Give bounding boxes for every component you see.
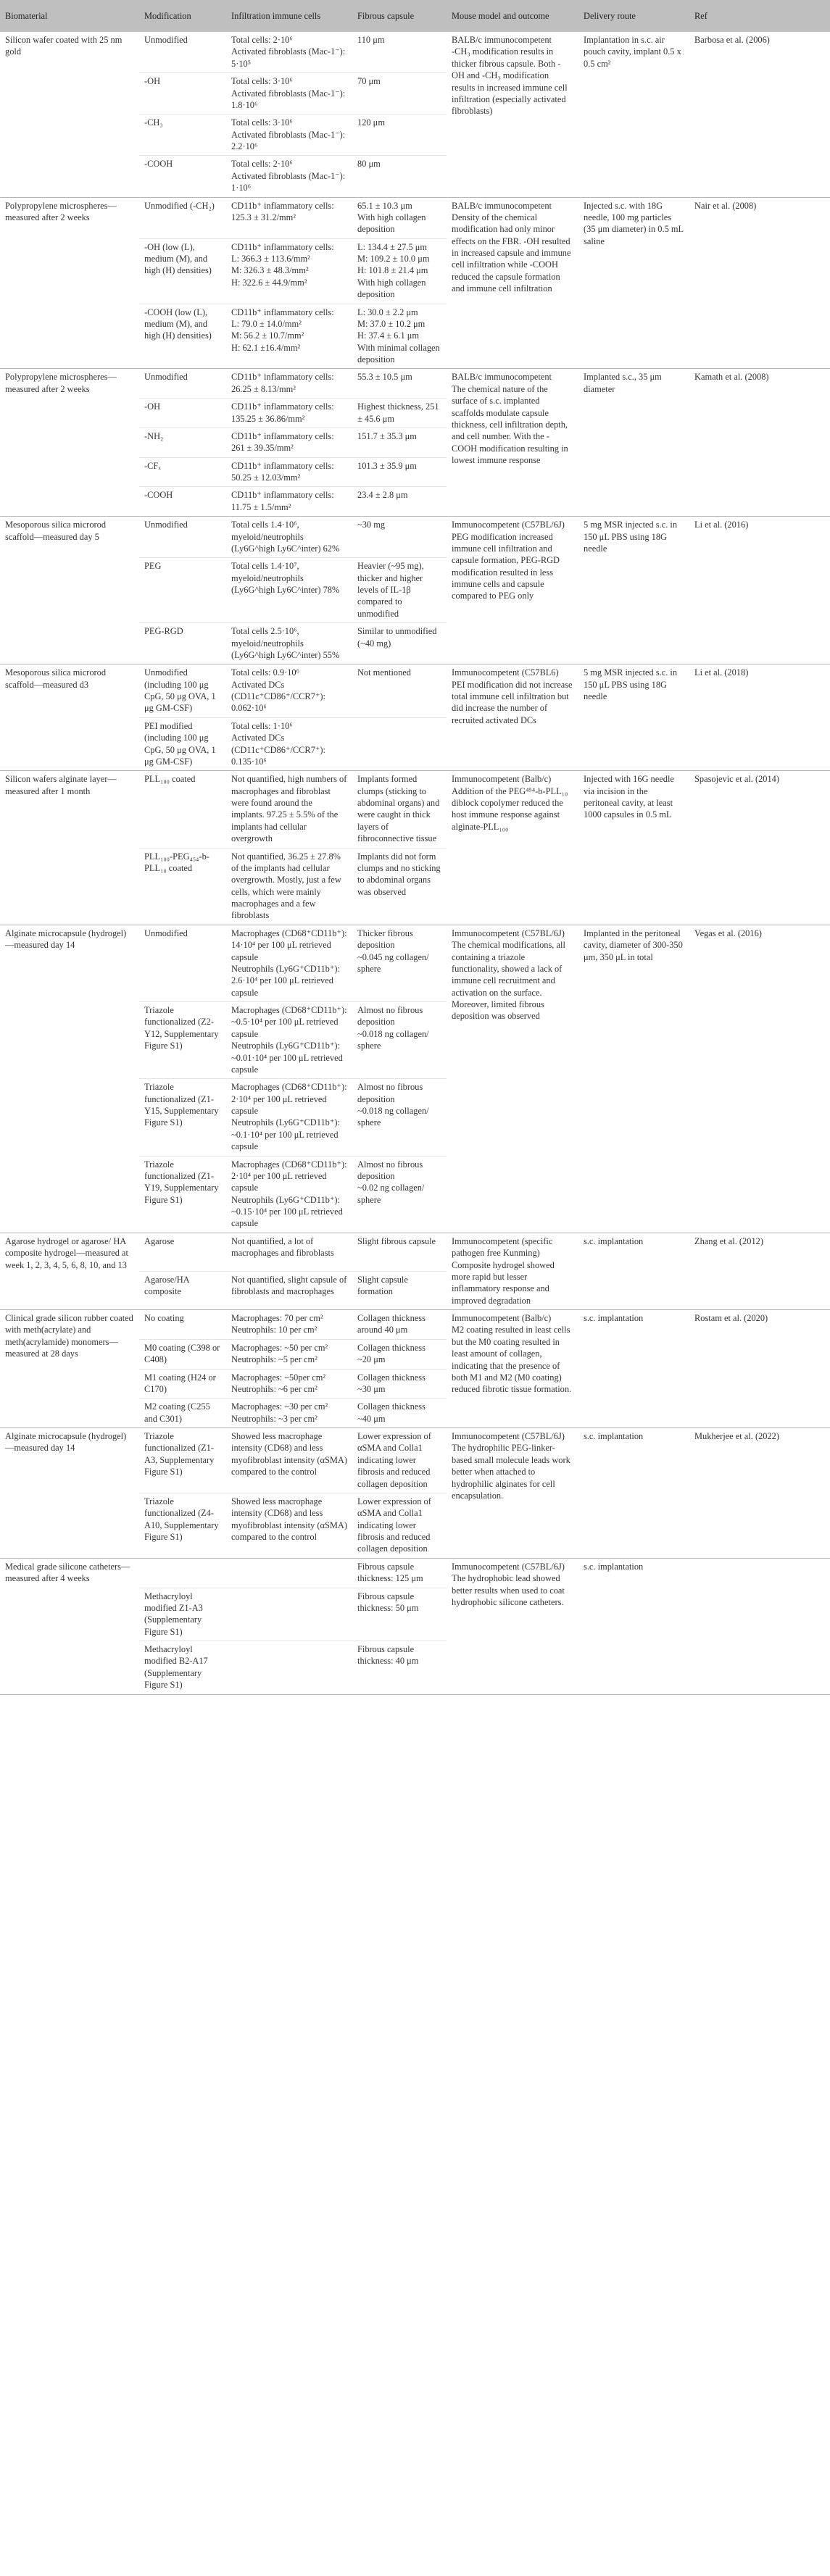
col-header-mouse-model: Mouse model and outcome xyxy=(447,0,578,32)
delivery-route-cell: Implanted in the peritoneal cavity, diameter of 300-350 μm, 350 μL in total xyxy=(578,925,689,1233)
biomaterial-cell: Medical grade silicone catheters—measured after 4 weeks xyxy=(0,1558,139,1694)
col-header-fibrous-capsule: Fibrous capsule xyxy=(352,0,447,32)
infiltration-cell: CD11b⁺ inflammatory cells: 261 ± 39.35/mm² xyxy=(226,428,352,457)
infiltration-cell: Total cells 2.5·10⁶, myeloid/neutrophils (Ly6G^high Ly6C^inter) 55% xyxy=(226,623,352,664)
ref-cell: Barbosa et al. (2006) xyxy=(689,32,830,197)
header-row xyxy=(0,0,830,32)
modification-cell: Triazole functionalized (Z4-A10, Supplementary Figure S1) xyxy=(139,1493,226,1558)
capsule-cell: Collagen thickness around 40 μm xyxy=(352,1310,447,1340)
infiltration-cell: Macrophages: 70 per cm² Neutrophils: 10 per cm² xyxy=(226,1310,352,1340)
col-header-biomaterial: Biomaterial xyxy=(0,0,139,32)
capsule-cell xyxy=(352,717,447,771)
capsule-cell: 110 μm xyxy=(352,32,447,73)
biomaterial-cell: Clinical grade silicon rubber coated with meth(acrylate) and meth(acrylamide) monomers—measured at 28 days xyxy=(0,1310,139,1428)
ref-cell: Vegas et al. (2016) xyxy=(689,925,830,1233)
infiltration-cell xyxy=(226,1641,352,1695)
infiltration-cell: CD11b⁺ inflammatory cells: 26.25 ± 8.13/mm² xyxy=(226,369,352,399)
table-row xyxy=(0,1558,830,1588)
capsule-cell: Lower expression of αSMA and Colla1 indicating lower fibrosis and reduced collagen deposition xyxy=(352,1428,447,1493)
infiltration-cell: CD11b⁺ inflammatory cells: 135.25 ± 36.86/mm² xyxy=(226,399,352,428)
infiltration-cell: Not quantified, a lot of macrophages and fibroblasts xyxy=(226,1233,352,1271)
mouse-model-cell: Immunocompetent (C57BL/6J) The chemical modifications, all containing a triazole functionality, showed a lack of immune cell recruitment and activation on the surface. Moreover, limited fibrous deposition was observed xyxy=(447,925,578,1233)
col-header-ref: Ref xyxy=(689,0,830,32)
infiltration-cell: CD11b⁺ inflammatory cells: L: 366.3 ± 113.6/mm² M: 326.3 ± 48.3/mm² H: 322.6 ± 44.9/mm² xyxy=(226,238,352,304)
biomaterial-cell: Polypropylene microspheres—measured after 2 weeks xyxy=(0,369,139,517)
biomaterial-cell: Polypropylene microspheres—measured after 2 weeks xyxy=(0,197,139,369)
capsule-cell: 80 μm xyxy=(352,156,447,197)
capsule-cell: 151.7 ± 35.3 μm xyxy=(352,428,447,457)
infiltration-cell: Macrophages (CD68⁺CD11b⁺): 2·10⁴ per 100 μL retrieved capsule Neutrophils (Ly6G⁺CD11b⁺): ~0.1·10⁴ per 100 μL retrieved capsule xyxy=(226,1079,352,1156)
modification-cell: -COOH xyxy=(139,156,226,197)
mouse-model-cell: Immunocompetent (Balb/c) M2 coating resulted in least cells but the M0 coating resulted in least amount of collagen, indicating that the presence of both M1 and M2 (M0 coating) reduced fibrotic tissue formation. xyxy=(447,1310,578,1428)
ref-cell xyxy=(689,1558,830,1694)
capsule-cell: Heavier (~95 mg), thicker and higher levels of IL-1β compared to unmodified xyxy=(352,558,447,623)
infiltration-cell: CD11b⁺ inflammatory cells: 125.3 ± 31.2/mm² xyxy=(226,197,352,238)
infiltration-cell xyxy=(226,1558,352,1588)
biomaterial-cell: Alginate microcapsule (hydrogel)—measured day 14 xyxy=(0,925,139,1233)
capsule-cell: 23.4 ± 2.8 μm xyxy=(352,487,447,517)
col-header-infiltration: Infiltration immune cells xyxy=(226,0,352,32)
biomaterial-cell: Mesoporous silica microrod scaffold—measured d3 xyxy=(0,664,139,771)
capsule-cell: 65.1 ± 10.3 μm With high collagen deposition xyxy=(352,197,447,238)
infiltration-cell: CD11b⁺ inflammatory cells: 11.75 ± 1.5/mm² xyxy=(226,487,352,517)
capsule-cell: Slight fibrous capsule xyxy=(352,1233,447,1271)
capsule-cell: 120 μm xyxy=(352,114,447,156)
modification-cell: -NH₂ xyxy=(139,428,226,457)
mouse-model-cell: Immunocompetent (Balb/c) Addition of the PEG⁴⁵⁴-b-PLL₁₀ diblock copolymer reduced the host immune response against alginate-PLL₁₀₀ xyxy=(447,771,578,925)
capsule-cell: Not mentioned xyxy=(352,664,447,718)
capsule-cell: Thicker fibrous deposition ~0.045 ng collagen/ sphere xyxy=(352,925,447,1001)
delivery-route-cell: s.c. implantation xyxy=(578,1310,689,1428)
modification-cell: PLL₁₀₀-PEG₄₅₄-b-PLL₁₀ coated xyxy=(139,848,226,925)
capsule-cell: Fibrous capsule thickness: 125 μm xyxy=(352,1558,447,1588)
modification-cell: -CFₓ xyxy=(139,457,226,487)
biomaterial-cell: Silicon wafer coated with 25 nm gold xyxy=(0,32,139,197)
biomaterial-cell: Silicon wafers alginate layer—measured after 1 month xyxy=(0,771,139,925)
infiltration-cell: Macrophages: ~50 per cm² Neutrophils: ~5 per cm² xyxy=(226,1339,352,1369)
col-header-modification: Modification xyxy=(139,0,226,32)
biomaterial-cell: Alginate microcapsule (hydrogel)—measured day 14 xyxy=(0,1428,139,1559)
infiltration-cell xyxy=(226,1588,352,1641)
biomaterial-cell: Mesoporous silica microrod scaffold—measured day 5 xyxy=(0,517,139,664)
capsule-cell: Implants formed clumps (sticking to abdominal organs) and were caught in thick layers of fibroconnective tissue xyxy=(352,771,447,848)
modification-cell: Unmodified xyxy=(139,32,226,73)
capsule-cell: ~30 mg xyxy=(352,517,447,558)
modification-cell: Unmodified xyxy=(139,925,226,1001)
modification-cell: M2 coating (C255 and C301) xyxy=(139,1399,226,1428)
biomaterial-cell: Agarose hydrogel or agarose/ HA composite hydrogel—measured at week 1, 2, 3, 4, 5, 6, 8, 10, and 13 xyxy=(0,1233,139,1309)
ref-cell: Rostam et al. (2020) xyxy=(689,1310,830,1428)
modification-cell: M1 coating (H24 or C170) xyxy=(139,1369,226,1399)
modification-cell: Triazole functionalized (Z1-Y19, Supplementary Figure S1) xyxy=(139,1156,226,1233)
infiltration-cell: Total cells: 1·10⁶ Activated DCs (CD11c⁺CD86⁺/CCR7⁺): 0.135·10⁶ xyxy=(226,717,352,771)
modification-cell: Unmodified xyxy=(139,517,226,558)
table-row xyxy=(0,197,830,238)
table-row xyxy=(0,664,830,718)
table-row xyxy=(0,771,830,848)
capsule-cell: Slight capsule formation xyxy=(352,1271,447,1309)
capsule-cell: L: 134.4 ± 27.5 μm M: 109.2 ± 10.0 μm H: 101.8 ± 21.4 μm With high collagen deposition xyxy=(352,238,447,304)
modification-cell xyxy=(139,1558,226,1588)
capsule-cell: Similar to unmodified (~40 mg) xyxy=(352,623,447,664)
capsule-cell: Almost no fibrous deposition ~0.02 ng collagen/ sphere xyxy=(352,1156,447,1233)
infiltration-cell: Macrophages (CD68⁺CD11b⁺): ~0.5·10⁴ per 100 μL retrieved capsule Neutrophils (Ly6G⁺CD11b⁺): ~0.01·10⁴ per 100 μL retrieved capsule xyxy=(226,1002,352,1079)
modification-cell: Unmodified xyxy=(139,369,226,399)
capsule-cell: Collagen thickness ~20 μm xyxy=(352,1339,447,1369)
mouse-model-cell: BALB/c immunocompetent The chemical nature of the surface of s.c. implanted scaffolds modulate capsule thickness, cell infiltration depth, and cell number. With the -COOH modification resulting in lowest immune response xyxy=(447,369,578,517)
table-body xyxy=(0,32,830,1694)
infiltration-cell: CD11b⁺ inflammatory cells: 50.25 ± 12.03/mm² xyxy=(226,457,352,487)
delivery-route-cell: 5 mg MSR injected s.c. in 150 μL PBS using 18G needle xyxy=(578,664,689,771)
infiltration-cell: Macrophages: ~30 per cm² Neutrophils: ~3 per cm² xyxy=(226,1399,352,1428)
capsule-cell: Almost no fibrous deposition ~0.018 ng collagen/ sphere xyxy=(352,1002,447,1079)
modification-cell: -OH xyxy=(139,73,226,114)
infiltration-cell: Total cells 1.4·10⁶, myeloid/neutrophils (Ly6G^high Ly6C^inter) 62% xyxy=(226,517,352,558)
capsule-cell: Collagen thickness ~40 μm xyxy=(352,1399,447,1428)
infiltration-cell: Macrophages (CD68⁺CD11b⁺): 2·10⁴ per 100 μL retrieved capsule Neutrophils (Ly6G⁺CD11b⁺): ~0.15·10⁴ per 100 μL retrieved capsule xyxy=(226,1156,352,1233)
infiltration-cell: Total cells: 3·10⁶ Activated fibroblasts (Mac-1⁻): 1.8·10⁶ xyxy=(226,73,352,114)
modification-cell: -OH xyxy=(139,399,226,428)
modification-cell: PEI modified (including 100 μg CpG, 50 μg OVA, 1 μg GM-CSF) xyxy=(139,717,226,771)
table-row xyxy=(0,32,830,73)
infiltration-cell: Not quantified, high numbers of macrophages and fibroblast were found around the implants. 97.25 ± 5.5% of the implants had cellular overgrowth xyxy=(226,771,352,848)
capsule-cell: Fibrous capsule thickness: 50 μm xyxy=(352,1588,447,1641)
table-row xyxy=(0,517,830,558)
table-row xyxy=(0,1428,830,1493)
modification-cell: -CH₃ xyxy=(139,114,226,156)
ref-cell: Nair et al. (2008) xyxy=(689,197,830,369)
modification-cell: PEG-RGD xyxy=(139,623,226,664)
infiltration-cell: Total cells: 2·10⁶ Activated fibroblasts (Mac-1⁻): 1·10⁶ xyxy=(226,156,352,197)
infiltration-cell: Total cells: 0.9·10⁶ Activated DCs (CD11c⁺CD86⁺/CCR7⁺): 0.062·10⁶ xyxy=(226,664,352,718)
modification-cell: PEG xyxy=(139,558,226,623)
col-header-delivery-route: Delivery route xyxy=(578,0,689,32)
ref-cell: Kamath et al. (2008) xyxy=(689,369,830,517)
infiltration-cell: Macrophages: ~50per cm² Neutrophils: ~6 per cm² xyxy=(226,1369,352,1399)
infiltration-cell: Macrophages (CD68⁺CD11b⁺): 14·10⁴ per 100 μL retrieved capsule Neutrophils (Ly6G⁺CD11b⁺): 2.6·10⁴ per 100 μL retrieved capsule xyxy=(226,925,352,1001)
capsule-cell: 101.3 ± 35.9 μm xyxy=(352,457,447,487)
capsule-cell: Implants did not form clumps and no sticking to abdominal organs was observed xyxy=(352,848,447,925)
ref-cell: Mukherjee et al. (2022) xyxy=(689,1428,830,1559)
capsule-cell: 55.3 ± 10.5 μm xyxy=(352,369,447,399)
modification-cell: Agarose/HA composite xyxy=(139,1271,226,1309)
mouse-model-cell: BALB/c immunocompetent -CH₃ modification results in thicker fibrous capsule. Both -OH and -CH₃ modification results in increased immune cell infiltration (especially activated fibroblasts) xyxy=(447,32,578,197)
infiltration-cell: Showed less macrophage intensity (CD68) and less myofibroblast intensity (αSMA) compared to the control xyxy=(226,1493,352,1558)
capsule-cell: Collagen thickness ~30 μm xyxy=(352,1369,447,1399)
table-row xyxy=(0,1233,830,1271)
delivery-route-cell: Injected s.c. with 18G needle, 100 mg particles (35 μm diameter) in 0.5 mL saline xyxy=(578,197,689,369)
mouse-model-cell: Immunocompetent (specific pathogen free Kunming) Composite hydrogel showed more rapid but lesser inflammatory response and improved degradation xyxy=(447,1233,578,1309)
modification-cell: Triazole functionalized (Z2-Y12, Supplementary Figure S1) xyxy=(139,1002,226,1079)
capsule-cell: Almost no fibrous deposition ~0.018 ng collagen/ sphere xyxy=(352,1079,447,1156)
mouse-model-cell: Immunocompetent (C57BL/6J) The hydrophobic lead showed better results when used to coat hydrophobic silicone catheters. xyxy=(447,1558,578,1694)
infiltration-cell: CD11b⁺ inflammatory cells: L: 79.0 ± 14.0/mm² M: 56.2 ± 10.7/mm² H: 62.1 ±16.4/mm² xyxy=(226,304,352,369)
table-row xyxy=(0,925,830,1001)
table-row xyxy=(0,369,830,399)
modification-cell: Triazole functionalized (Z1-A3, Supplementary Figure S1) xyxy=(139,1428,226,1493)
modification-cell: Unmodified (-CH₂) xyxy=(139,197,226,238)
modification-cell: Unmodified (including 100 μg CpG, 50 μg OVA, 1 μg GM-CSF) xyxy=(139,664,226,718)
infiltration-cell: Total cells: 2·10⁶ Activated fibroblasts (Mac-1⁻): 5·10⁵ xyxy=(226,32,352,73)
delivery-route-cell: s.c. implantation xyxy=(578,1233,689,1309)
delivery-route-cell: s.c. implantation xyxy=(578,1428,689,1559)
modification-cell: Agarose xyxy=(139,1233,226,1271)
ref-cell: Spasojevic et al. (2014) xyxy=(689,771,830,925)
ref-cell: Li et al. (2016) xyxy=(689,517,830,664)
mouse-model-cell: BALB/c immunocompetent Density of the chemical modification had only minor effects on the FBR. -OH resulted in increased capsule and immune cell infiltration while -COOH reduced the capsule formation and immune cell infiltration xyxy=(447,197,578,369)
mouse-model-cell: Immunocompetent (C57BL6) PEI modification did not increase total immune cell infiltration but did increase the number of recruited activated DCs xyxy=(447,664,578,771)
ref-cell: Li et al. (2018) xyxy=(689,664,830,771)
modification-cell: Triazole functionalized (Z1-Y15, Supplementary Figure S1) xyxy=(139,1079,226,1156)
capsule-cell: Highest thickness, 251 ± 45.6 μm xyxy=(352,399,447,428)
modification-cell: -COOH (low (L), medium (M), and high (H) densities) xyxy=(139,304,226,369)
delivery-route-cell: Implantation in s.c. air pouch cavity, implant 0.5 x 0.5 cm² xyxy=(578,32,689,197)
infiltration-cell: Total cells: 3·10⁶ Activated fibroblasts (Mac-1⁻): 2.2·10⁶ xyxy=(226,114,352,156)
ref-cell: Zhang et al. (2012) xyxy=(689,1233,830,1309)
infiltration-cell: Not quantified, slight capsule of fibroblasts and macrophages xyxy=(226,1271,352,1309)
modification-cell: No coating xyxy=(139,1310,226,1340)
mouse-model-cell: Immunocompetent (C57BL/6J) PEG modification increased immune cell infiltration and capsule formation, PEG-RGD modification resulted in less immune cells and capsule compared to PEG only xyxy=(447,517,578,664)
capsule-cell: L: 30.0 ± 2.2 μm M: 37.0 ± 10.2 μm H: 37.4 ± 6.1 μm With minimal collagen deposition xyxy=(352,304,447,369)
delivery-route-cell: Implanted s.c., 35 μm diameter xyxy=(578,369,689,517)
delivery-route-cell: Injected with 16G needle via incision in the peritoneal cavity, at least 1000 capsules in 0.5 mL xyxy=(578,771,689,925)
table-row xyxy=(0,1310,830,1340)
capsule-cell: 70 μm xyxy=(352,73,447,114)
modification-cell: -COOH xyxy=(139,487,226,517)
capsule-cell: Lower expression of αSMA and Colla1 indicating lower fibrosis and reduced collagen deposition xyxy=(352,1493,447,1558)
capsule-cell: Fibrous capsule thickness: 40 μm xyxy=(352,1641,447,1695)
delivery-route-cell: s.c. implantation xyxy=(578,1558,689,1694)
modification-cell: -OH (low (L), medium (M), and high (H) densities) xyxy=(139,238,226,304)
modification-cell: PLL₁₀₀ coated xyxy=(139,771,226,848)
modification-cell: M0 coating (C398 or C408) xyxy=(139,1339,226,1369)
modification-cell: Methacryloyl modified Z1-A3 (Supplementary Figure S1) xyxy=(139,1588,226,1641)
mouse-model-cell: Immunocompetent (C57BL/6J) The hydrophilic PEG-linker-based small molecule leads work better when attached to hydrophilic alginates for cell encapsulation. xyxy=(447,1428,578,1559)
delivery-route-cell: 5 mg MSR injected s.c. in 150 μL PBS using 18G needle xyxy=(578,517,689,664)
modification-cell: Methacryloyl modified B2-A17 (Supplementary Figure S1) xyxy=(139,1641,226,1695)
infiltration-cell: Not quantified, 36.25 ± 27.8% of the implants had cellular overgrowth. Mostly, just a few cells, which were mainly macrophages and a few fibroblasts xyxy=(226,848,352,925)
infiltration-cell: Total cells 1.4·10⁷, myeloid/neutrophils (Ly6G^high Ly6C^inter) 78% xyxy=(226,558,352,623)
infiltration-cell: Showed less macrophage intensity (CD68) and less myofibroblast intensity (αSMA) compared to the control xyxy=(226,1428,352,1493)
